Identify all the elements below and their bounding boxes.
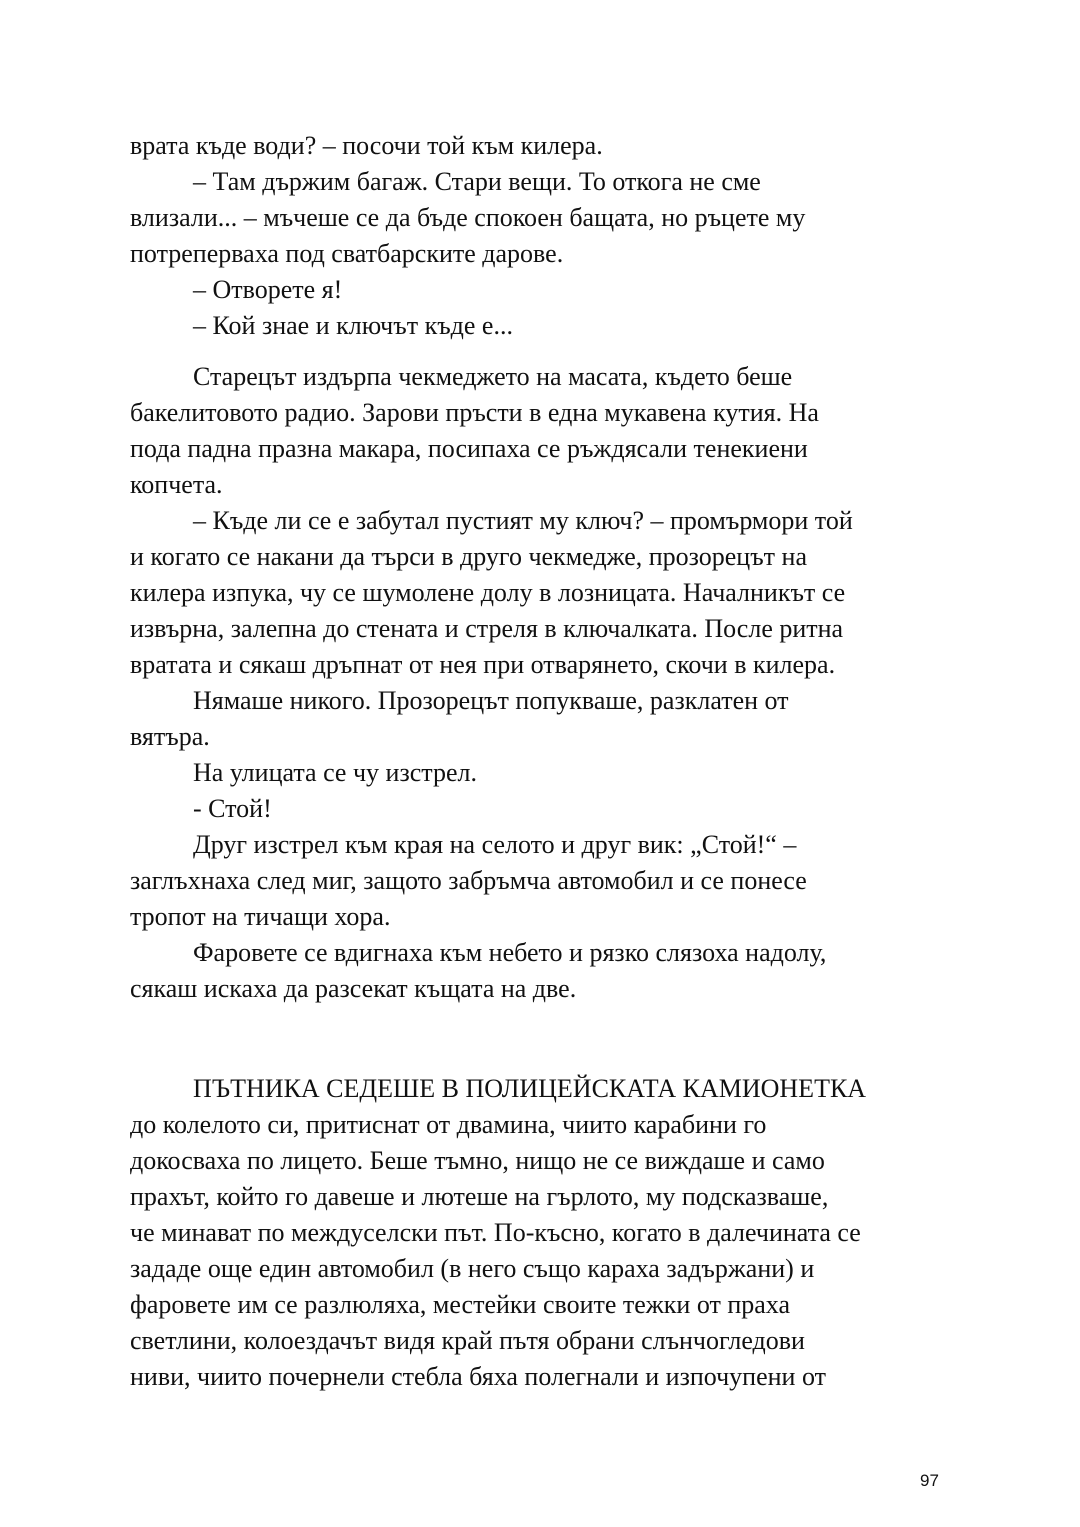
- text-line: пода падна празна макара, посипаха се ръждясали тенекиени: [130, 434, 808, 463]
- text-line: до колелото си, притиснат от двамина, чиито карабини го: [130, 1110, 767, 1139]
- text-line: Нямаше никого. Прозорецът попукваше, разклатен от: [193, 686, 789, 715]
- text-line: докосваха по лицето. Беше тъмно, нищо не се виждаше и само: [130, 1146, 825, 1175]
- text-line: сякаш искаха да разсекат къщата на две.: [130, 974, 577, 1003]
- text-line: тропот на тичащи хора.: [130, 902, 391, 931]
- text-line: ниви, чиито почернели стебла бяха полегнали и изпочупени от: [130, 1362, 826, 1391]
- text-line: Друг изстрел към края на селото и друг вик: „Стой!“ –: [193, 830, 797, 859]
- text-line: На улицата се чу изстрел.: [193, 758, 477, 787]
- text-line: че минават по междуселски път. По-късно, когато в далечината се: [130, 1218, 861, 1247]
- text-line: Фаровете се вдигнаха към небето и рязко слязоха надолу,: [193, 938, 827, 967]
- text-line: – Кой знае и ключът къде е...: [193, 311, 513, 340]
- text-line: вятъра.: [130, 722, 210, 751]
- text-line: – Къде ли се е забутал пустият му ключ? – промърмори той: [193, 506, 853, 535]
- text-line: и когато се накани да търси в друго чекмедже, прозорецът на: [130, 542, 807, 571]
- text-line: зададе още един автомобил (в него също караха задържани) и: [130, 1254, 815, 1283]
- text-line: влизали... – мъчеше се да бъде спокоен бащата, но ръцете му: [130, 203, 806, 232]
- text-line: светлини, колоездачът видя край пътя обрани слънчогледови: [130, 1326, 805, 1355]
- text-line: бакелитовото радио. Зарови пръсти в една мукавена кутия. На: [130, 398, 819, 427]
- text-line: – Там държим багаж. Стари вещи. То откога не сме: [193, 167, 761, 196]
- text-line: фаровете им се разлюляха, местейки своите тежки от праха: [130, 1290, 790, 1319]
- text-line: - Стой!: [193, 794, 272, 823]
- text-line: килера изпука, чу се шумолене долу в лозницата. Началникът се: [130, 578, 846, 607]
- text-line: копчета.: [130, 470, 223, 499]
- text-line: Старецът издърпа чекмеджето на масата, където беше: [193, 362, 793, 391]
- text-line: врата къде води? – посочи той към килера.: [130, 131, 603, 160]
- text-line: заглъхнаха след миг, защото забръмча автомобил и се понесе: [130, 866, 807, 895]
- text-line: – Отворете я!: [193, 275, 343, 304]
- text-line: извърна, залепна до стената и стреля в ключалката. После ритна: [130, 614, 844, 643]
- page-number: 97: [920, 1471, 939, 1490]
- text-line: прахът, който го давеше и лютеше на гърлото, му подсказваше,: [130, 1182, 829, 1211]
- text-line: потреперваха под сватбарските дарове.: [130, 239, 564, 268]
- section-heading: ПЪТНИКА СЕДЕШЕ В ПОЛИЦЕЙСКАТА КАМИОНЕТКА: [193, 1074, 867, 1103]
- text-line: вратата и сякаш дръпнат от нея при отварянето, скочи в килера.: [130, 650, 836, 679]
